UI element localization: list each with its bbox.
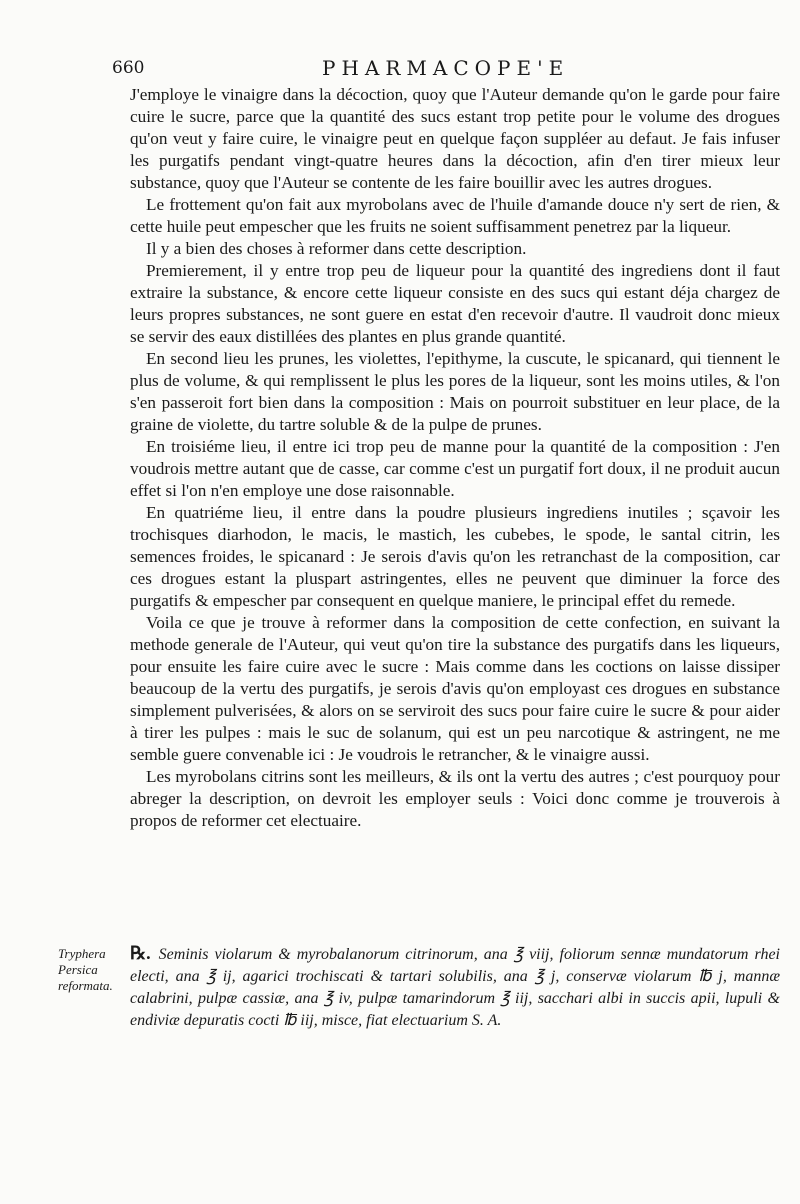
paragraph-fourth-point: En quatriéme lieu, il entre dans la poudre plusieurs ingrediens inutiles ; sçavoir les trochisques diarhodon, le macis, le mastich, les cubebes, le spode, le santal citrin, les semences froides, le spicanard : Je serois d'avis qu'on les retranchast de la composition, car ces drogues estant la pluspart astringentes, elles ne peuvent que diminuer la force des purgatifs & empescher par consequent en quelque maniere, le principal effet du remede. [130,503,780,610]
body-text [130,84,780,832]
paragraph-rubbing: Le frottement qu'on fait aux myrobolans avec de l'huile d'amande douce n'y sert de rien, & cette huile peut empescher que les fruits ne soient suffisamment penetrez par la liqueur. [130,195,780,236]
paragraph-third-point: En troisiéme lieu, il entre ici trop peu de manne pour la quantité de la composition : J'en voudrois mettre autant que de casse, car comme c'est un purgatif fort doux, il ne produit aucun effet si l'on n'en employe une dose raisonnable. [130,437,780,500]
margin-note: Tryphera Persica reformata. [58,946,113,993]
paragraph-reform-intro: Il y a bien des choses à reformer dans cette description. [146,239,527,258]
paragraph-method: Voila ce que je trouve à reformer dans la composition de cette confection, en suivant la methode generale de l'Auteur, qui veut qu'on tire la substance des purgatifs dans les liqueurs, pour ensuite les faire cuire avec le sucre : Mais comme dans les coctions on laisse dissiper beaucoup de la vertu des purgatifs, je serois d'avis qu'on employast ces drogues en substance simplement pulverisées, & alors on se serviroit des sucs pour faire cuire le sucre & pour aider à tirer les pulpes : mais le suc de solanum, qui est un peu narcotique & astringent, ne me semble guere convenable ici : Je voudrois le retrancher, & le vinaigre aussi. [130,613,780,764]
running-title: PHARMACOPE'E [322,56,570,80]
recipe-formula [130,942,780,1032]
paragraph-second-point: En second lieu les prunes, les violettes, l'epithyme, la cuscute, le spicanard, qui tiennent le plus de volume, & qui remplissent le plus les pores de la liqueur, sont les moins utiles, & l'on s'en passeroit fort bien dans la composition : Mais on pourroit substituer en leur place, de la graine de violette, du tartre soluble & de la pulpe de prunes. [130,349,780,434]
paragraph-first-point: Premierement, il y entre trop peu de liqueur pour la quantité des ingrediens dont il faut extraire la substance, & encore cette liqueur consiste en des sucs qui estant déja chargez de leurs propres substances, ne sont guere en estat d'en recevoir d'autre. Il vaudroit donc mieux se servir des eaux distillées des plantes en plus grande quantité. [130,261,780,346]
page-header [112,56,792,84]
page-number: 660 [112,58,145,78]
paragraph-myrobolans: Les myrobolans citrins sont les meilleurs, & ils ont la vertu des autres ; c'est pourquoy pour abreger la description, on devroit les employer seuls : Voici donc comme je trouverois à propos de reformer cet electuaire. [130,767,780,830]
rx-symbol: ℞. [130,943,151,963]
recipe-text: Seminis violarum & myrobalanorum citrinorum, ana ℥ viij, foliorum sennæ mundatorum rhei electi, ana ℥ ij, agarici trochiscati & tartari solubilis, ana ℥ j, conservæ violarum ℔ j, mannæ calabrini, pulpæ cassiæ, ana ℥ iv, pulpæ tamarindorum ℥ iij, sacchari albi in succis apii, lupuli & endiviæ depuratis cocti ℔ iij, misce, fiat electuarium S. A. [130,946,781,1029]
paragraph-vinegar: J'employe le vinaigre dans la décoction, quoy que l'Auteur demande qu'on le garde pour faire cuire le sucre, parce que la quantité des sucs estant trop petite pour le volume des drogues qu'on veut y faire cuire, le vinaigre peut en quelque façon suppléer au defaut. Je fais infuser les purgatifs pendant vingt-quatre heures dans la décoction, afin d'en tirer mieux leur substance, quoy que l'Auteur se contente de les faire bouillir avec les autres drogues. [130,85,780,192]
